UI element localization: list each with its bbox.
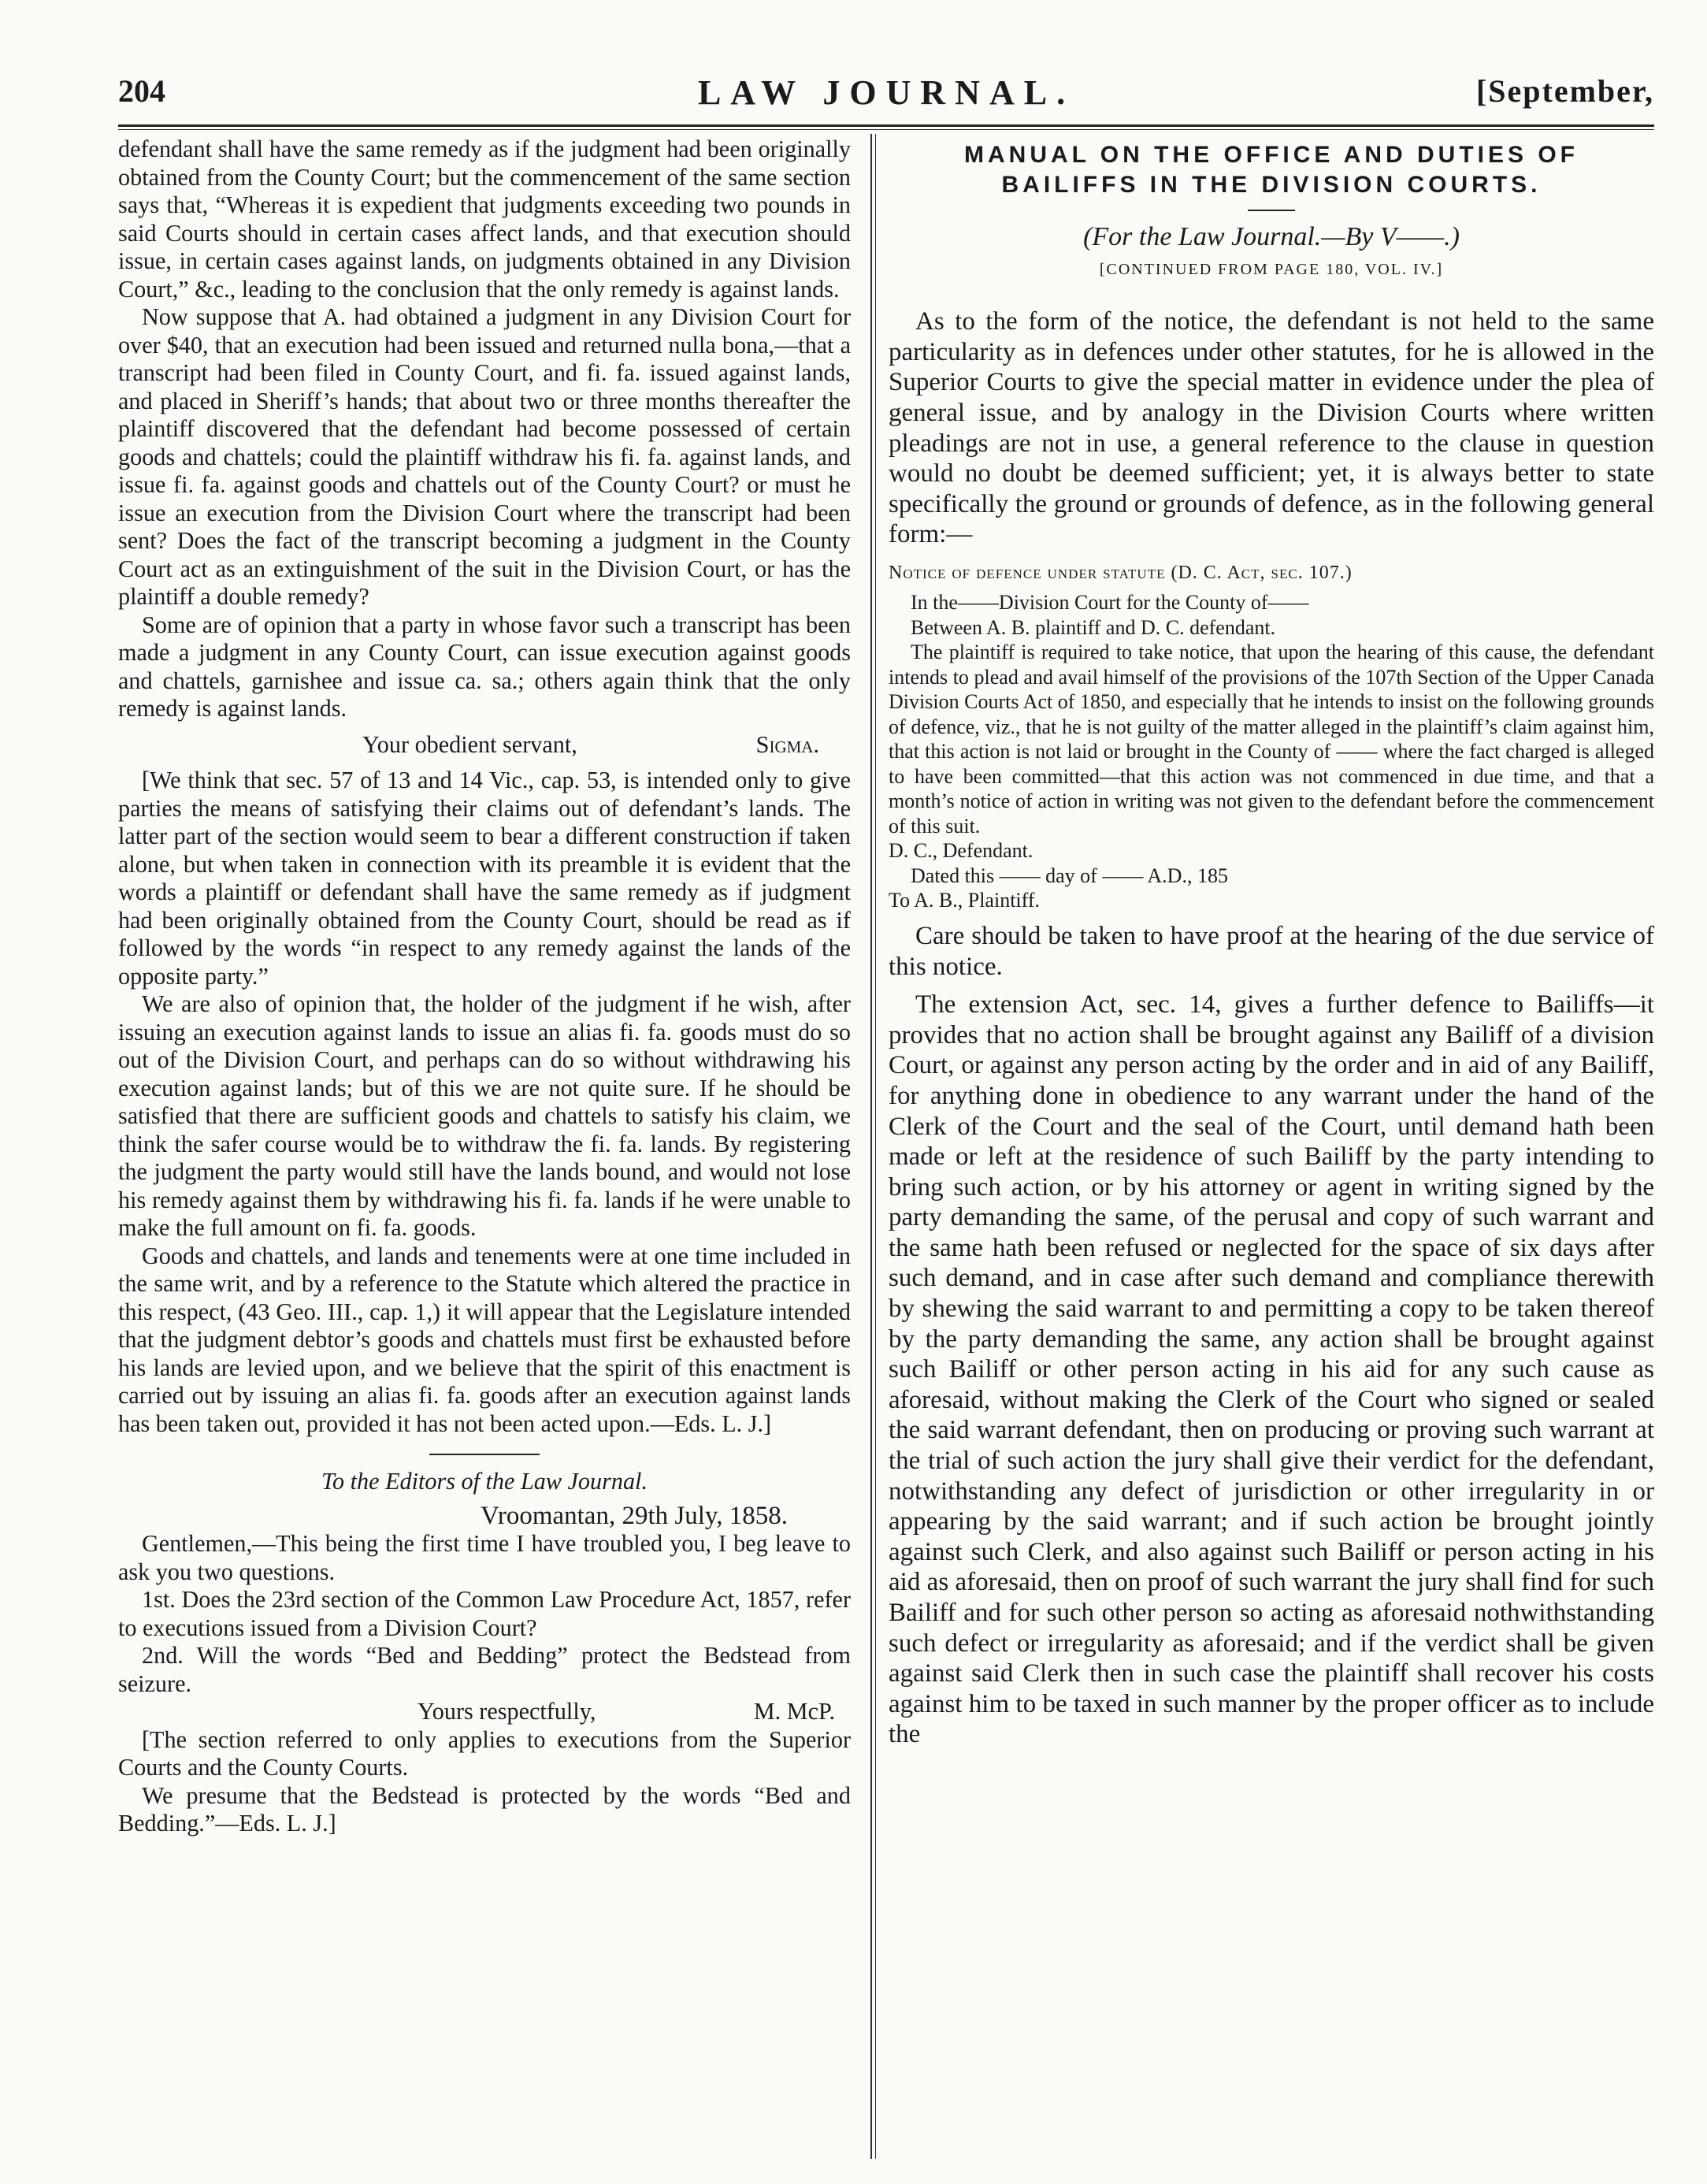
header-rule-thin <box>118 129 1654 130</box>
header-rule <box>118 124 1654 127</box>
right-paragraph-3: The extension Act, sec. 14, gives a further defence to Bailiffs—it provides that no action shall be brought against any Bailiff of a division Court, or against any person acting by the order and in aid of any Bailiff, for anything done in obedience to any warrant under the hand of the Clerk of the Court and the seal of the Court, until demand hath been made or left at the residence of such Bailiff by the party intending to bring such action, or by his attorney or agent in writing signed by the party demanding the same, of the perusal and copy of such warrant and the same hath been refused or neglected for the space of six days after such demand, and in case after such demand and compliance therewith by shewing the said warrant to and permitting a copy to be taken thereof by the party demanding the same, any action shall be brought against such Bailiff or other person acting in his aid for any such cause as aforesaid, without making the Clerk of the Court who signed or sealed the said warrant defendant, then on producing or proving such warrant at the trial of such action the jury shall give their verdict for the defendant, notwithstanding any defect of jurisdiction or other irregularity in or appearing by the said warrant; and if such action be brought jointly against such Clerk, and also against such Bailiff or person acting in his aid as aforesaid, then on proof of such warrant the jury shall find for such Bailiff and for such other person so acting as aforesaid nothwithstanding such defect or irregularity as aforesaid; and if the verdict shall be given against said Clerk then in such case the plaintiff shall recover his costs against him to be taxed in such manner by the proper officer as to include the <box>889 990 1654 1749</box>
left-paragraph-3: Some are of opinion that a party in whose favor such a transcript has been made a judgment in any County Court, can issue execution against goods and chattels, garnishee and issue ca. sa.; others again think that the only remedy is against lands. <box>118 611 851 722</box>
form-addressee: To A. B., Plaintiff. <box>889 889 1040 912</box>
right-column <box>889 136 1654 1750</box>
letter-signature <box>118 1698 851 1726</box>
section-divider <box>429 1454 540 1455</box>
letter-reply-2: We presume that the Bedstead is protected by the words “Bed and Bedding.”—Eds. L. J.] <box>118 1781 851 1837</box>
letter-heading: To the Editors of the Law Journal. <box>321 1468 648 1495</box>
column-divider <box>870 134 872 2159</box>
spacer <box>118 723 851 731</box>
form-body: The plaintiff is required to take notice, that upon the hearing of this cause, the defendant intends to plead and avail himself of the provisions of the 107th Section of the Upper Canada Division Courts Act of 1850, and especially that he intends to insist on the following grounds of defence, viz., that he is not guilty of the matter alleged in the plaintiff’s claim against him, that this action is not laid or brought in the County of —— where the fact charged is alleged to have been committed—that this action was not commenced in due time, and that a month’s notice of action in writing was not given to the defendant before the commencement of this suit. <box>889 641 1654 838</box>
issue-month: [September, <box>1475 73 1654 109</box>
letter-paragraph-1: Gentlemen,—This being the first time I have troubled you, I beg leave to ask you two questions. <box>118 1530 851 1585</box>
editor-reply-3: Goods and chattels, and lands and tenements were at one time included in the same writ, and by a reference to the Statute which altered the practice in this respect, (43 Geo. III., cap. 1,) it will appear that the Legislature intended that the judgment debtor’s goods and chattels must first be exhausted before his lands are levied upon, and we believe that the spirit of this enactment is carried out by issuing an alias fi. fa. goods after an execution against lands has been taken out, provided it has not been acted upon.—Eds. L. J.] <box>118 1242 851 1437</box>
letter-signature-closing: Yours respectfully, <box>417 1698 596 1725</box>
continued-note: [CONTINUED FROM PAGE 180, VOL. IV.] <box>1099 260 1444 278</box>
left-column <box>118 136 851 1838</box>
letter-question-1: 1st. Does the 23rd section of the Common Law Procedure Act, 1857, refer to executions issued from a Division Court? <box>118 1586 851 1641</box>
manual-heading-line-1: MANUAL ON THE OFFICE AND DUTIES OF <box>964 142 1579 168</box>
right-paragraph-2: Care should be taken to have proof at the hearing of the due service of this notice. <box>889 921 1654 981</box>
signature-line <box>118 731 851 760</box>
left-paragraph-2: Now suppose that A. had obtained a judgment in any Division Court for over $40, that an execution had been issued and returned nulla bona,—that a transcript had been filed in County Court, and fi. fa. issued against lands, and placed in Sheriff’s hands; that about two or three months thereafter the plaintiff discovered that the defendant had become possessed of certain goods and chattels; could the plaintiff withdraw his fi. fa. against lands, and issue fi. fa. against goods and chattels out of the County Court? or must he issue an execution from the Division Court where the transcript had been sent? Does the fact of the transcript becoming a judgment in the County Court act as an extinguishment of the suit in the Division Court, or has the plaintiff a double remedy? <box>118 303 851 610</box>
right-paragraph-1: As to the form of the notice, the defendant is not held to the same particularity as in defences under other statutes, for he is allowed in the Superior Courts to give the special matter in evidence under the plea of general issue, and by analogy in the Division Courts where written pleadings are not in use, a general reference to the clause in question would no doubt be deemed sufficient; yet, it is always better to state specifically the ground or grounds of defence, as in the following general form:— <box>889 307 1654 549</box>
editor-reply-2: We are also of opinion that, the holder of the judgment if he wish, after issuing an execution against lands to issue an alias fi. fa. goods must do so out of the Division Court, and perhaps can do so without withdrawing his execution against lands; but of this we are not quite sure. If he should be satisfied that there are sufficient goods and chattels to satisfy his claim, we think the safer course would be to withdraw the fi. fa. lands. By registering the judgment the party would still have the lands bound, and would not lose his remedy against them by withdrawing his fi. fa. lands if he were unable to make the full amount on fi. fa. goods. <box>118 990 851 1241</box>
form-dated: Dated this —— day of —— A.D., 185 <box>911 864 1228 887</box>
spacer <box>889 982 1654 990</box>
letter-signature-name: M. McP. <box>753 1698 835 1725</box>
form-signature: D. C., Defendant. <box>889 839 1033 863</box>
signature-closing: Your obedient servant, <box>362 730 577 758</box>
manual-heading-line-2: BAILIFFS IN THE DIVISION COURTS. <box>1001 172 1542 198</box>
letter-dateline: Vroomantan, 29th July, 1858. <box>480 1501 788 1530</box>
page-number: 204 <box>118 73 165 109</box>
journal-title: LAW JOURNAL. <box>697 73 1075 112</box>
editor-reply-1: [We think that sec. 57 of 13 and 14 Vic., cap. 53, is intended only to give parties the means of satisfying their claims out of defendant’s lands. The latter part of the section would seem to bear a different construction if taken alone, but when taken in connection with its preamble it is evident that the words a plaintiff or defendant shall have the same remedy as if judgment had been originally obtained from the County Court, should be read as if followed by the words “in respect to any remedy against the lands of the opposite party.” <box>118 767 851 990</box>
spacer <box>118 759 851 767</box>
form-heading: Notice of defence under statute (D. C. Act, sec. 107.) <box>889 562 1353 583</box>
manual-heading <box>889 140 1654 200</box>
byline: (For the Law Journal.—By V——.) <box>1083 222 1460 251</box>
column-divider-thin <box>875 134 876 2159</box>
notice-form <box>889 561 1654 913</box>
left-paragraph-1: defendant shall have the same remedy as if the judgment had been originally obtained from the County Court; but the commencement of the same section says that, “Whereas it is expedient that judgments exceeding two pounds in said Courts should in certain cases affect lands, and that execution should issue, in certain cases against lands, on judgments obtained in any Division Court,” &c., leading to the conclusion that the only remedy is against lands. <box>118 136 851 303</box>
heading-rule <box>1248 210 1295 211</box>
form-court-line: In the——Division Court for the County of—— <box>911 591 1309 615</box>
page-header <box>118 72 1654 120</box>
signature-name: Sigma. <box>755 730 819 758</box>
letter-question-2: 2nd. Will the words “Bed and Bedding” protect the Bedstead from seizure. <box>118 1642 851 1697</box>
form-parties-line: Between A. B. plaintiff and D. C. defendant. <box>911 615 1276 639</box>
letter-reply-1: [The section referred to only applies to executions from the Superior Courts and the County Courts. <box>118 1725 851 1781</box>
spacer <box>889 913 1654 921</box>
